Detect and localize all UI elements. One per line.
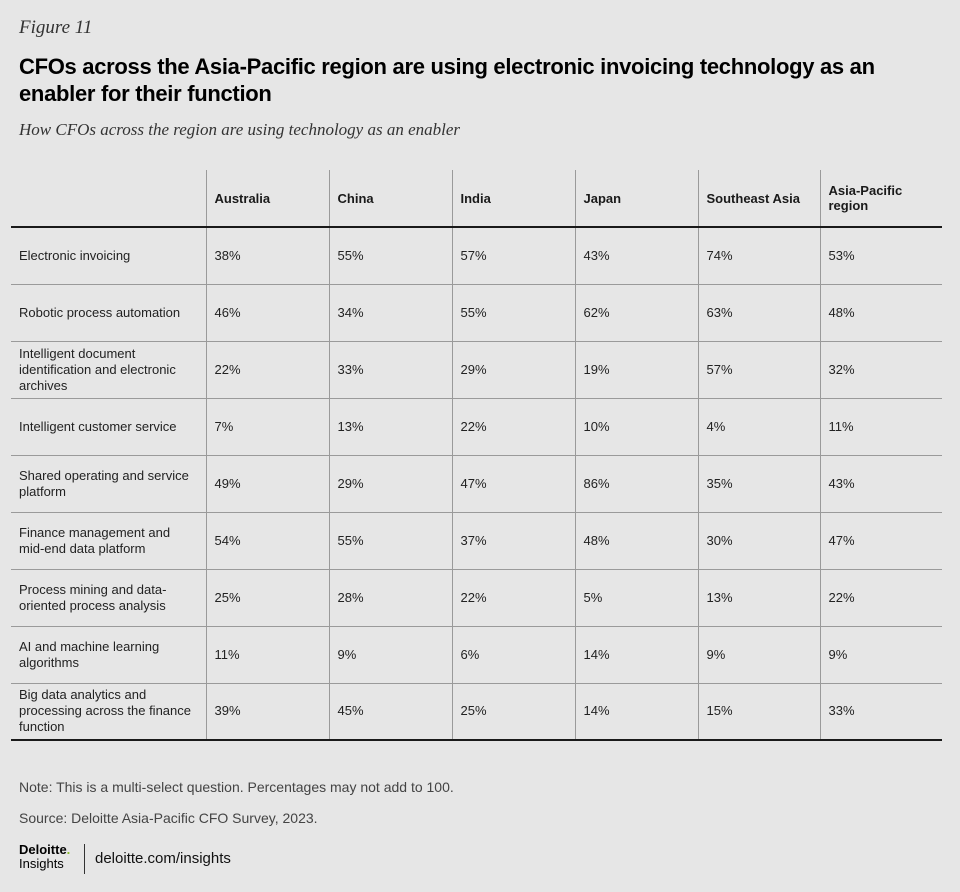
column-header-empty: [11, 170, 206, 227]
column-header-southeast-asia: Southeast Asia: [698, 170, 820, 227]
table-cell: 33%: [329, 341, 452, 398]
table-cell: 6%: [452, 626, 575, 683]
table-cell: 29%: [329, 455, 452, 512]
row-label: Finance management and mid-end data platform: [19, 524, 171, 556]
column-header-australia: Australia: [206, 170, 329, 227]
table-cell: 13%: [329, 398, 452, 455]
table-cell: 43%: [575, 227, 698, 284]
table-cell: 35%: [698, 455, 820, 512]
table-cell: 53%: [820, 227, 942, 284]
table-cell: 11%: [206, 626, 329, 683]
table-cell: 4%: [698, 398, 820, 455]
table-cell: 28%: [329, 569, 452, 626]
table-cell: 57%: [452, 227, 575, 284]
table-row: [11, 284, 942, 341]
column-header-japan: Japan: [575, 170, 698, 227]
row-label: Electronic invoicing: [19, 247, 131, 263]
table-cell: 55%: [329, 512, 452, 569]
table-cell: 49%: [206, 455, 329, 512]
column-header-china: China: [329, 170, 452, 227]
figure-subtitle: How CFOs across the region are using technology as an enabler: [19, 120, 461, 139]
data-table: [11, 170, 942, 741]
deloitte-insights-logo: [19, 843, 79, 871]
row-label: Shared operating and service platform: [19, 467, 189, 499]
column-header-india: India: [452, 170, 575, 227]
table-cell: 29%: [452, 341, 575, 398]
figure-label: Figure 11: [19, 17, 93, 38]
table-cell: 7%: [206, 398, 329, 455]
logo-sub: Insights: [19, 856, 64, 871]
table-cell: 22%: [206, 341, 329, 398]
table-row: [11, 455, 942, 512]
row-label: Intelligent customer service: [19, 418, 177, 434]
table-row: [11, 569, 942, 626]
table-cell: 43%: [820, 455, 942, 512]
table-cell: 9%: [820, 626, 942, 683]
table-cell: 62%: [575, 284, 698, 341]
table-row: [11, 683, 942, 740]
table-cell: 34%: [329, 284, 452, 341]
table-cell: 63%: [698, 284, 820, 341]
table-cell: 46%: [206, 284, 329, 341]
table-cell: 22%: [452, 398, 575, 455]
table-cell: 25%: [452, 683, 575, 740]
table-cell: 38%: [206, 227, 329, 284]
table-cell: 55%: [329, 227, 452, 284]
table-cell: 13%: [698, 569, 820, 626]
logo-divider: [84, 844, 85, 874]
source-line: Source: Deloitte Asia-Pacific CFO Survey, 2023.: [19, 810, 318, 826]
table-cell: 32%: [820, 341, 942, 398]
table-cell: 11%: [820, 398, 942, 455]
table-cell: 47%: [820, 512, 942, 569]
table-cell: 25%: [206, 569, 329, 626]
table-cell: 86%: [575, 455, 698, 512]
table-cell: 47%: [452, 455, 575, 512]
logo-brand: Deloitte: [19, 842, 67, 857]
row-label: Robotic process automation: [19, 304, 181, 320]
table-header-row: [11, 170, 942, 227]
table-row: [11, 398, 942, 455]
table-cell: 22%: [820, 569, 942, 626]
table-row: [11, 512, 942, 569]
row-label: Big data analytics and processing across the finance function: [19, 687, 191, 735]
table-cell: 48%: [575, 512, 698, 569]
figure-title: CFOs across the Asia-Pacific region are using electronic invoicing technology as an enabler for their function: [19, 54, 875, 106]
column-header-asia-pacific: Asia-Pacific region: [820, 170, 942, 227]
table-row: [11, 341, 942, 398]
row-label: AI and machine learning algorithms: [19, 638, 160, 670]
table-cell: 74%: [698, 227, 820, 284]
table-row: [11, 227, 942, 284]
table-cell: 9%: [698, 626, 820, 683]
row-label: Intelligent document identification and electronic archives: [19, 345, 176, 393]
table-cell: 14%: [575, 683, 698, 740]
table-cell: 5%: [575, 569, 698, 626]
table-cell: 33%: [820, 683, 942, 740]
table-cell: 10%: [575, 398, 698, 455]
table-cell: 37%: [452, 512, 575, 569]
table-cell: 48%: [820, 284, 942, 341]
table-cell: 15%: [698, 683, 820, 740]
row-label: Process mining and data-oriented process analysis: [19, 581, 167, 613]
table-cell: 30%: [698, 512, 820, 569]
table-cell: 54%: [206, 512, 329, 569]
footnote: Note: This is a multi-select question. Percentages may not add to 100.: [19, 779, 454, 795]
table-cell: 55%: [452, 284, 575, 341]
table-cell: 19%: [575, 341, 698, 398]
table-row: [11, 626, 942, 683]
table-cell: 45%: [329, 683, 452, 740]
table-cell: 57%: [698, 341, 820, 398]
table-cell: 9%: [329, 626, 452, 683]
table-cell: 22%: [452, 569, 575, 626]
table-cell: 14%: [575, 626, 698, 683]
logo-dot: .: [66, 842, 71, 857]
site-url: deloitte.com/insights: [95, 850, 231, 867]
table-cell: 39%: [206, 683, 329, 740]
